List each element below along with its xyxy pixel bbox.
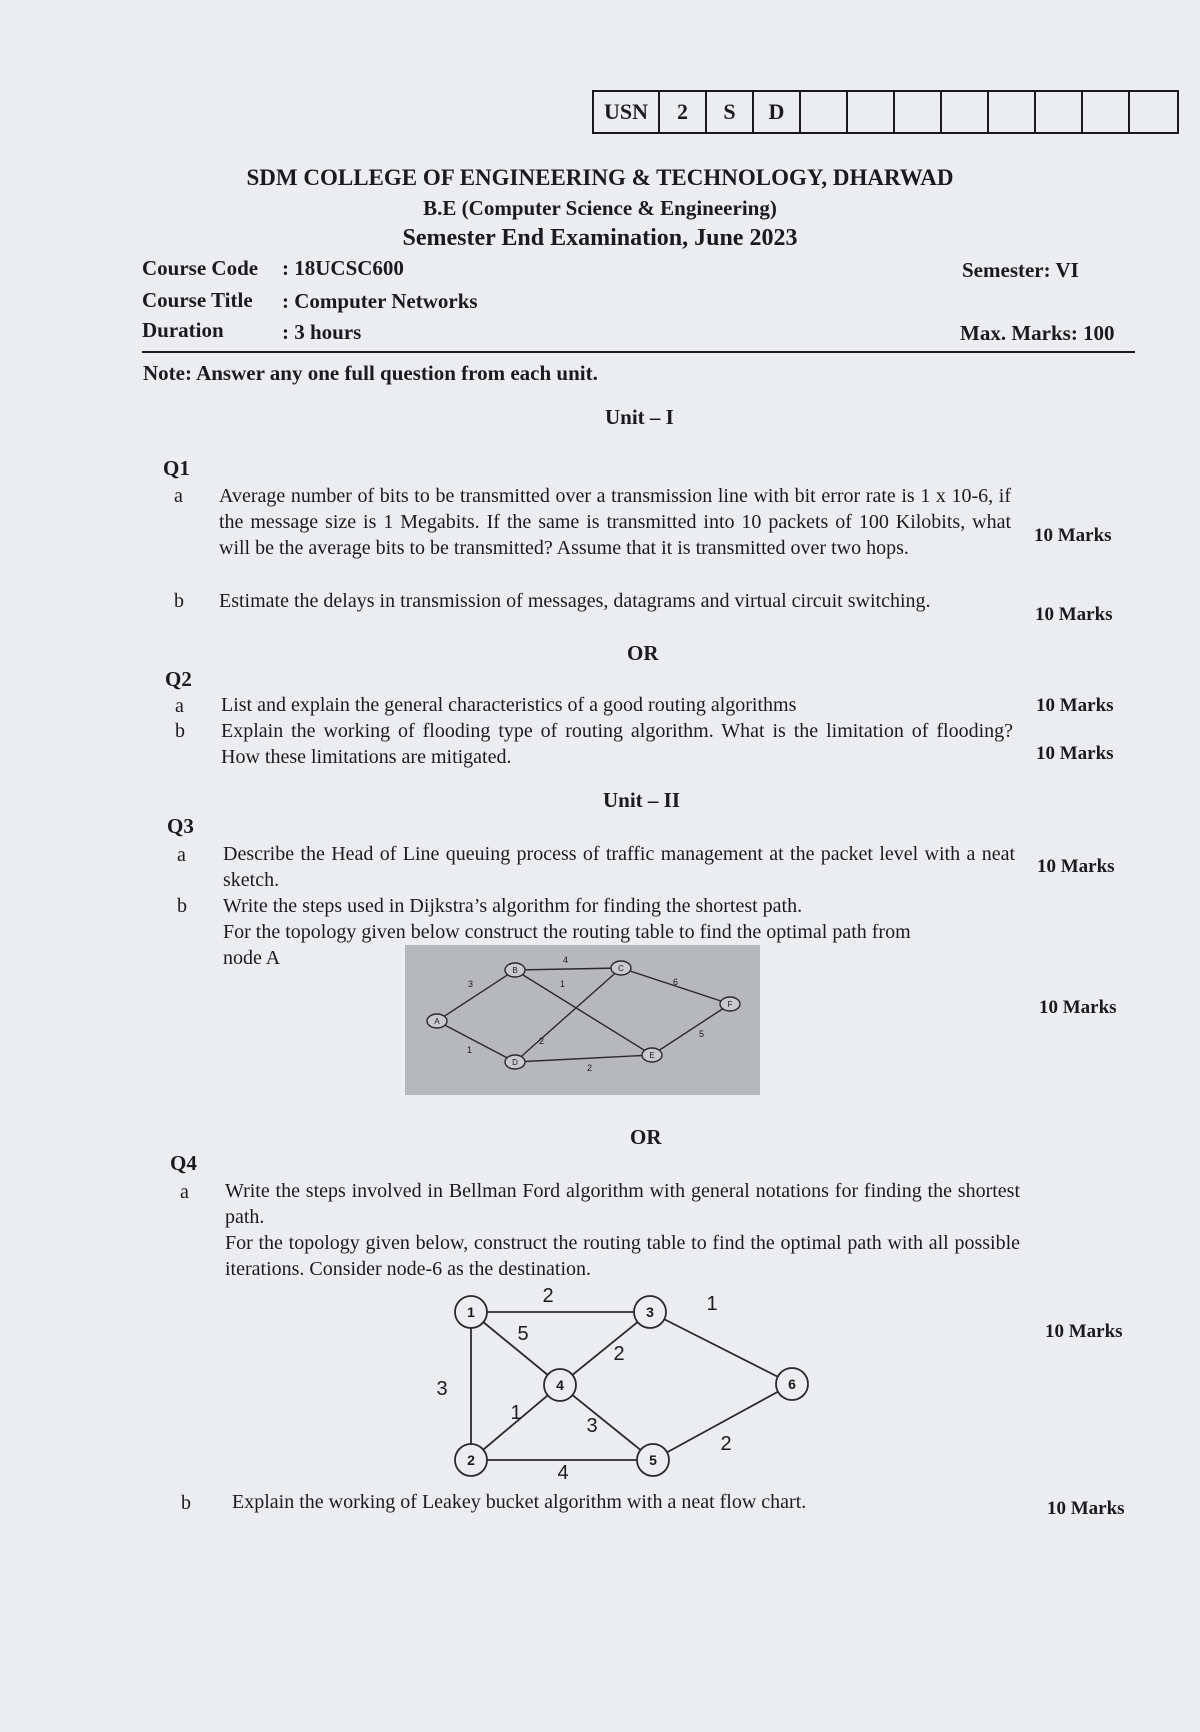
graph1-edge-weight: 1: [560, 979, 566, 989]
graph2-edge-weight: 1: [706, 1293, 718, 1315]
usn-cell: [801, 92, 848, 132]
subpart-label: a: [177, 844, 186, 866]
usn-cell: [1083, 92, 1130, 132]
subpart-label: b: [175, 720, 185, 742]
graph1-edge: [515, 1055, 652, 1062]
subpart-label: a: [175, 695, 184, 717]
subpart-label: b: [181, 1492, 191, 1514]
question-text: Estimate the delays in transmission of messages, datagrams and virtual circuit switching.: [219, 590, 931, 612]
graph1-node-label: A: [434, 1017, 440, 1026]
unit-1-heading: Unit – I: [605, 405, 674, 429]
graph2-edge-1-4: [471, 1312, 560, 1385]
course-code-label: Course Code: [142, 256, 259, 280]
subpart-label: b: [174, 590, 184, 612]
graph1-node-label: C: [618, 964, 624, 973]
dijkstra-topology-graph: [405, 945, 760, 1095]
course-title-label: Course Title: [142, 288, 253, 312]
course-code: : 18UCSC600: [282, 256, 404, 280]
marks: 10 Marks: [1045, 1321, 1123, 1342]
or-divider: OR: [627, 641, 659, 665]
question-text: node A: [223, 947, 281, 969]
graph2-node-label: 2: [467, 1452, 475, 1468]
usn-cell: [1130, 92, 1177, 132]
graph2-edge-weight: 5: [517, 1323, 529, 1345]
graph2-edge-weight: 2: [542, 1285, 554, 1307]
marks: 10 Marks: [1034, 525, 1112, 546]
graph2-node-label: 6: [788, 1376, 796, 1392]
graph2-node-label: 4: [556, 1377, 564, 1393]
graph1-edge-weight: 5: [699, 1029, 705, 1039]
usn-cell: [848, 92, 895, 132]
question-text: For the topology given below, construct the routing table to find the optimal path with all possible iterations. Consider node-6 as the destination.: [225, 1232, 1020, 1280]
question-text: Average number of bits to be transmitted over a transmission line with bit error rate is 1 x 10-6, if the message size is 1 Megabits. If the same is transmitted into 10 packets of 100 Kilobits, what will be the average bits to be transmitted? Assume that it is transmitted over two hops.: [219, 485, 1011, 559]
question-text: Describe the Head of Line queuing process of traffic management at the packet level with a neat sketch.: [223, 843, 1015, 891]
max-marks: Max. Marks: 100: [960, 321, 1115, 345]
college-name: SDM COLLEGE OF ENGINEERING & TECHNOLOGY, DHARWAD: [246, 165, 954, 190]
course-title: : Computer Networks: [282, 289, 478, 313]
question-text: For the topology given below construct the routing table to find the optimal path from: [223, 921, 911, 943]
graph2-node-label: 3: [646, 1304, 654, 1320]
graph1-edge: [437, 970, 515, 1021]
usn-cell: [1036, 92, 1083, 132]
graph2-node-label: 5: [649, 1452, 657, 1468]
graph2-edge-weight: 2: [720, 1433, 732, 1455]
graph1-edge-weight: 3: [468, 979, 474, 989]
question-text: Write the steps used in Dijkstra’s algorithm for finding the shortest path.: [223, 895, 803, 917]
graph1-edge-weight: 6: [673, 977, 679, 987]
usn-cell: S: [707, 92, 754, 132]
semester: Semester: VI: [962, 258, 1079, 282]
graph1-node-label: E: [649, 1051, 655, 1060]
unit-2-heading: Unit – II: [603, 788, 681, 812]
marks: 10 Marks: [1047, 1498, 1125, 1519]
graph1-edge-weight: 2: [587, 1063, 593, 1073]
subpart-label: a: [174, 485, 183, 507]
graph1-edge: [652, 1004, 730, 1055]
question-text: Write the steps involved in Bellman Ford algorithm with general notations for finding the shortest path.: [225, 1180, 1020, 1228]
header-divider: [142, 351, 1135, 353]
question-label: Q2: [165, 667, 192, 691]
question-label: Q4: [170, 1151, 197, 1175]
graph1-edge: [515, 968, 621, 1062]
usn-cell: [989, 92, 1036, 132]
graph1-node-label: F: [727, 1000, 733, 1009]
marks: 10 Marks: [1036, 695, 1114, 716]
graph2-edge-weight: 4: [557, 1462, 569, 1484]
graph2-edge-4-5: [560, 1385, 653, 1460]
graph1-edge-weight: 4: [563, 955, 569, 965]
duration: : 3 hours: [282, 320, 362, 344]
program-name: B.E (Computer Science & Engineering): [423, 196, 777, 220]
marks: 10 Marks: [1035, 604, 1113, 625]
graph1-node-label: B: [512, 966, 518, 975]
note: Note: Answer any one full question from each unit.: [143, 361, 598, 385]
or-divider: OR: [630, 1125, 662, 1149]
graph2-edge-weight: 1: [510, 1402, 522, 1424]
question-text: Explain the working of flooding type of routing algorithm. What is the limitation of flooding? How these limitations are mitigated.: [221, 720, 1013, 768]
question-label: Q1: [163, 456, 190, 480]
usn-cell: D: [754, 92, 801, 132]
question-text: Explain the working of Leakey bucket algorithm with a neat flow chart.: [232, 1491, 807, 1513]
usn-cell: [895, 92, 942, 132]
subpart-label: a: [180, 1181, 189, 1203]
marks: 10 Marks: [1039, 997, 1117, 1018]
usn-label: USN: [594, 92, 660, 132]
duration-label: Duration: [142, 318, 224, 342]
graph2-edge-3-6: [650, 1312, 792, 1384]
graph2-edge-weight: 3: [586, 1415, 598, 1437]
graph1-edge: [515, 970, 652, 1055]
graph2-node-label: 1: [467, 1304, 475, 1320]
graph1-edge: [437, 1021, 515, 1062]
usn-box: [592, 90, 1179, 134]
graph1-edge-weight: 1: [467, 1045, 473, 1055]
graph2-edge-weight: 2: [613, 1343, 625, 1365]
question-text: List and explain the general characteristics of a good routing algorithms: [221, 694, 797, 716]
graph2-edge-weight: 3: [436, 1378, 448, 1400]
graph1-edge-weight: 2: [539, 1036, 545, 1046]
exam-title: Semester End Examination, June 2023: [402, 225, 798, 251]
marks: 10 Marks: [1037, 856, 1115, 877]
marks: 10 Marks: [1036, 743, 1114, 764]
graph2-edge-3-4: [560, 1312, 650, 1385]
usn-cell: 2: [660, 92, 707, 132]
bellman-ford-topology-graph: [420, 1282, 820, 1484]
graph1-node-label: D: [512, 1058, 518, 1067]
graph1-edge: [515, 968, 621, 970]
usn-cell: [942, 92, 989, 132]
dijkstra-topology-figure: [405, 945, 760, 1095]
subpart-label: b: [177, 895, 187, 917]
bellman-ford-topology-figure: [420, 1282, 820, 1484]
question-label: Q3: [167, 814, 194, 838]
